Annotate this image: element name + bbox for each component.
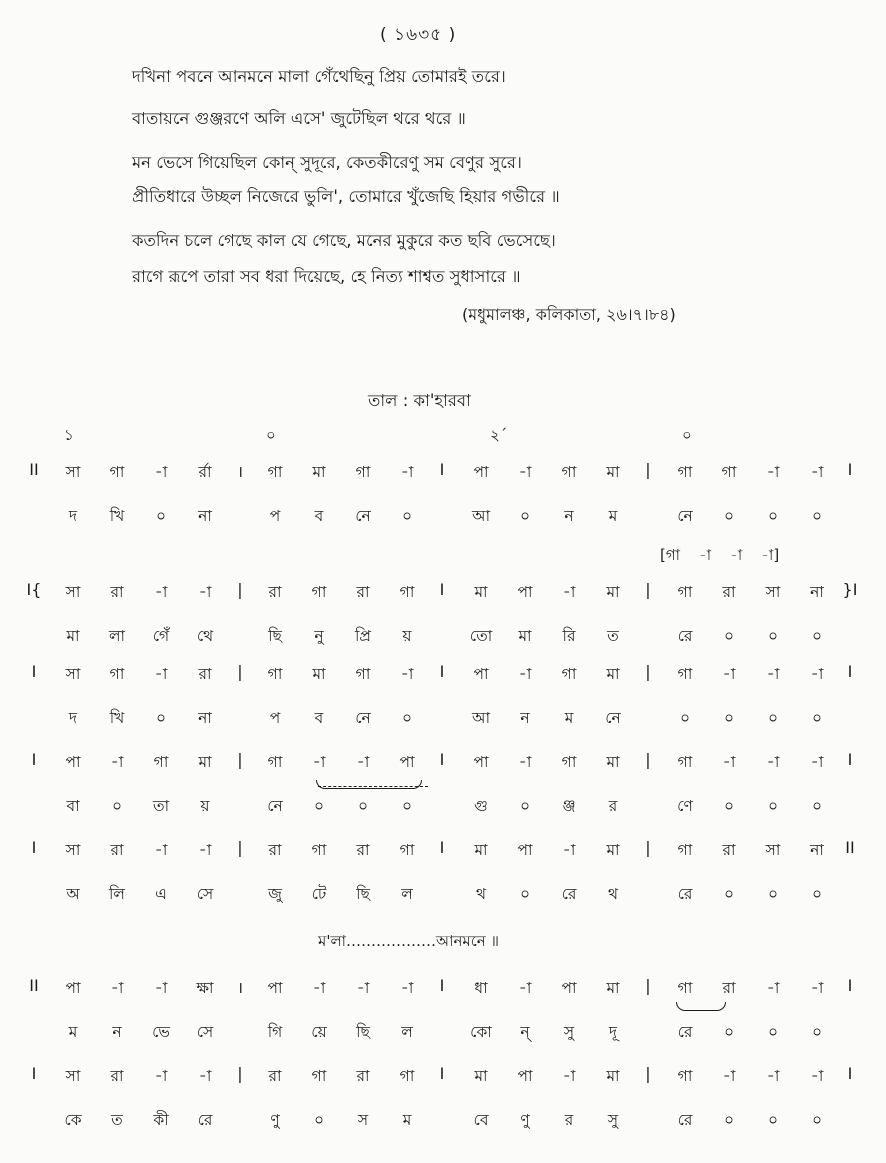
lyric-syllable: ঞ্জ xyxy=(562,797,576,815)
lyric-syllable: ছি xyxy=(356,885,370,903)
swara-note: -া xyxy=(518,463,532,481)
swara-note: মা xyxy=(474,841,488,859)
bar-line: I xyxy=(847,460,853,479)
lyric-syllable: ০ xyxy=(401,507,413,525)
swara-note: গা xyxy=(677,1067,693,1085)
bar-line: | xyxy=(237,580,243,599)
swara-note: গা xyxy=(267,665,283,683)
swara-note: -া xyxy=(154,463,168,481)
page-number: ( ১৬৩৫ ) xyxy=(380,25,457,45)
swara-note: গা xyxy=(677,979,693,997)
swara-note: -া xyxy=(766,463,780,481)
swara-note: -া xyxy=(154,1067,168,1085)
swara-note: -া xyxy=(518,979,532,997)
lyric-syllable: রে xyxy=(677,885,693,903)
lyric-syllable: ব xyxy=(314,507,324,525)
swara-note: রা xyxy=(356,583,370,601)
lyric-syllable: থ xyxy=(475,885,487,903)
swara-note: -া xyxy=(562,1067,576,1085)
lyric-syllable: আ xyxy=(471,709,491,727)
lyric-syllable: জু xyxy=(268,885,282,903)
swara-note: -া xyxy=(400,665,414,683)
lyric-syllable: তা xyxy=(152,797,170,815)
poem-line-5: কতদিন চলে গেছে কাল যে গেছে, মনের মুকুরে কত ছবি ভেসেছে। xyxy=(132,231,556,250)
lyric-syllable: বা xyxy=(66,797,80,815)
lyric-syllable: মা xyxy=(518,627,532,645)
swara-note: -া xyxy=(154,665,168,683)
bar-line: I xyxy=(847,750,853,769)
poem-line-3: মন ভেসে গিয়েছিল কোন্ সুদূরে, কেতকীরেণু সম বেণুর সুরে। xyxy=(132,153,522,172)
lyric-syllable: ০ xyxy=(519,797,531,815)
swara-note: রা xyxy=(110,1067,124,1085)
lyric-syllable: ০ xyxy=(679,709,691,727)
lyric-syllable: বে xyxy=(473,1111,489,1129)
lyric-syllable: ০ xyxy=(723,1023,735,1041)
lyric-syllable: প xyxy=(269,507,281,525)
lyric-syllable: ম xyxy=(564,709,574,727)
poem-line-2: বাতায়নে গুঞ্জরণে অলি এসে' জুটেছিল থরে থরে ॥ xyxy=(132,109,466,128)
bar-line: | xyxy=(237,662,243,681)
swara-note: রা xyxy=(356,841,370,859)
lyric-syllable: ০ xyxy=(767,627,779,645)
lyric-syllable: না xyxy=(198,507,212,525)
lyric-syllable: থ xyxy=(607,885,619,903)
lyric-syllable: য় xyxy=(200,797,210,815)
lyric-syllable: ০ xyxy=(723,885,735,903)
bar-line: । xyxy=(236,462,244,481)
slur-mark xyxy=(316,780,422,789)
swara-note: গা xyxy=(355,665,371,683)
swara-note: রা xyxy=(722,979,736,997)
swara-note: -া xyxy=(722,1067,736,1085)
lyric-syllable: নে xyxy=(267,797,283,815)
swara-note: গা xyxy=(355,463,371,481)
swara-note: রা xyxy=(356,1067,370,1085)
bar-line: }I xyxy=(842,580,858,599)
lyric-syllable: দূ xyxy=(608,1023,618,1041)
lyric-syllable: ব xyxy=(314,709,324,727)
bar-line: I xyxy=(31,662,37,681)
lyric-syllable: কো xyxy=(470,1023,492,1041)
swara-note: গা xyxy=(153,753,169,771)
swara-note: সা xyxy=(65,463,81,481)
swara-note: মা xyxy=(606,463,620,481)
swara-note: -া xyxy=(562,841,576,859)
swara-note: -া xyxy=(400,463,414,481)
lyric-syllable: ০ xyxy=(155,709,167,727)
beat-marker-1: ১ xyxy=(64,426,74,444)
swara-note: পা xyxy=(517,1067,533,1085)
swara-note: রা xyxy=(268,1067,282,1085)
swara-note: মা xyxy=(312,463,326,481)
lyric-syllable: সে xyxy=(196,1023,214,1041)
lyric-syllable: ০ xyxy=(811,709,823,727)
swara-note: পা xyxy=(399,753,415,771)
bar-line: I xyxy=(439,750,445,769)
bar-line: I xyxy=(31,1064,37,1083)
lyric-syllable: দ xyxy=(68,507,78,525)
lyric-syllable: য়ে xyxy=(311,1023,327,1041)
swara-note: গা xyxy=(267,463,283,481)
lyric-syllable: নে xyxy=(677,507,693,525)
bar-line: I xyxy=(847,976,853,995)
lyric-syllable: টে xyxy=(311,885,327,903)
bar-line: । xyxy=(236,978,244,997)
swara-note: মা xyxy=(606,1067,620,1085)
lyric-syllable: ণে xyxy=(677,797,693,815)
lyric-syllable: আ xyxy=(471,507,491,525)
swara-note: -া xyxy=(810,665,824,683)
swara-note: সা xyxy=(65,665,81,683)
swara-note: গা xyxy=(677,463,693,481)
lyric-syllable: থে xyxy=(196,627,214,645)
beat-marker-2: ০ xyxy=(266,426,276,444)
lyric-syllable: ০ xyxy=(723,627,735,645)
swara-note: সা xyxy=(765,583,781,601)
swara-note: পা xyxy=(517,583,533,601)
swara-note: গা xyxy=(399,841,415,859)
swara-note: -া xyxy=(766,979,780,997)
lyric-syllable: ন্ xyxy=(520,1023,530,1041)
lyric-syllable: মা xyxy=(66,627,80,645)
alternate-ending: [গা -া -া -া] xyxy=(660,546,780,564)
lyric-syllable: দ xyxy=(68,709,78,727)
bar-line: I xyxy=(439,662,445,681)
lyric-syllable: ০ xyxy=(811,627,823,645)
swara-note: পা xyxy=(473,753,489,771)
swara-note: না xyxy=(810,841,824,859)
swara-note: গা xyxy=(399,583,415,601)
swara-note: ধা xyxy=(474,979,488,997)
swara-note: গা xyxy=(721,463,737,481)
lyric-syllable: স xyxy=(357,1111,369,1129)
lyric-syllable: নে xyxy=(355,709,371,727)
bar-line: I xyxy=(847,662,853,681)
lyric-syllable: প xyxy=(269,709,281,727)
swara-note: পা xyxy=(473,665,489,683)
swara-note: গা xyxy=(677,753,693,771)
poem-line-6: রাগে রূপে তারা সব ধরা দিয়েছে, হে নিত্য শাশ্বত সুধাসারে ॥ xyxy=(132,267,521,286)
bar-line: I xyxy=(439,460,445,479)
swara-note: -া xyxy=(810,979,824,997)
swara-note: না xyxy=(810,583,824,601)
lyric-syllable: ণু xyxy=(270,1111,280,1129)
lyric-syllable: তো xyxy=(469,627,493,645)
poem-line-1: দখিনা পবনে আনমনে মালা গেঁথেছিনু প্রিয় তোমারই তরে। xyxy=(132,67,506,86)
swara-note: মা xyxy=(606,753,620,771)
bar-line: I xyxy=(439,1064,445,1083)
swara-note: -া xyxy=(312,979,326,997)
swara-note: মা xyxy=(606,841,620,859)
lyric-syllable: সু xyxy=(607,1111,619,1129)
lyric-syllable: ছি xyxy=(268,627,282,645)
lyric-syllable: ০ xyxy=(155,507,167,525)
lyric-syllable: কে xyxy=(64,1111,82,1129)
lyric-syllable: য় xyxy=(402,627,412,645)
lyric-syllable: ০ xyxy=(767,507,779,525)
lyric-syllable: ভে xyxy=(152,1023,170,1041)
bar-line: | xyxy=(645,976,651,995)
swara-note: পা xyxy=(65,979,81,997)
swara-note: পা xyxy=(517,841,533,859)
lyric-syllable: ০ xyxy=(313,797,325,815)
lyric-syllable: ছি xyxy=(356,1023,370,1041)
swara-note: রা xyxy=(110,841,124,859)
swara-note: -া xyxy=(766,1067,780,1085)
slur-mark xyxy=(676,1002,726,1011)
lyric-syllable: ০ xyxy=(811,1023,823,1041)
lyric-syllable: ০ xyxy=(767,1111,779,1129)
bar-line: I{ xyxy=(26,580,42,599)
swara-note: পা xyxy=(267,979,283,997)
swara-note: -া xyxy=(312,753,326,771)
swara-note: গা xyxy=(311,841,327,859)
bar-line: | xyxy=(237,1064,243,1083)
swara-note: -া xyxy=(154,583,168,601)
lyric-syllable: ০ xyxy=(723,709,735,727)
bar-line: | xyxy=(645,662,651,681)
lyric-syllable: ম xyxy=(608,507,618,525)
lyric-syllable: ০ xyxy=(767,1023,779,1041)
bar-line: II xyxy=(29,976,39,995)
lyric-syllable: র xyxy=(564,1111,574,1129)
lyric-syllable: ন xyxy=(564,507,574,525)
lyric-syllable: গেঁ xyxy=(152,627,170,645)
beat-marker-4: ০ xyxy=(682,426,692,444)
lyric-syllable: লা xyxy=(108,627,126,645)
lyric-syllable: ন xyxy=(112,1023,122,1041)
refrain-cue: ম'লা………………আনমনে ॥ xyxy=(318,932,499,950)
swara-note: -া xyxy=(356,753,370,771)
swara-note: -া xyxy=(400,979,414,997)
swara-note: মা xyxy=(474,583,488,601)
swara-note: -া xyxy=(722,665,736,683)
lyric-syllable: গি xyxy=(267,1023,283,1041)
lyric-syllable: ০ xyxy=(811,1111,823,1129)
bar-line: I xyxy=(847,1064,853,1083)
lyric-syllable: র xyxy=(608,797,618,815)
taal-heading: তাল : কা'হারবা xyxy=(368,391,471,410)
swara-note: রা xyxy=(722,841,736,859)
swara-note: রা xyxy=(198,665,212,683)
lyric-syllable: ০ xyxy=(111,797,123,815)
swara-note: -া xyxy=(518,753,532,771)
bar-line: | xyxy=(237,838,243,857)
lyric-syllable: রি xyxy=(562,627,576,645)
bar-line: I xyxy=(439,580,445,599)
lyric-syllable: রে xyxy=(197,1111,213,1129)
lyric-syllable: নে xyxy=(605,709,621,727)
swara-note: -া xyxy=(810,753,824,771)
swara-note: গা xyxy=(311,583,327,601)
lyric-syllable: ০ xyxy=(811,885,823,903)
bar-line: | xyxy=(645,838,651,857)
lyric-syllable: ০ xyxy=(767,797,779,815)
lyric-syllable: ল xyxy=(401,1023,413,1041)
poem-line-4: প্রীতিধারে উচ্ছল নিজেরে ভুলি', তোমারে খুঁজেছি হিয়ার গভীরে ॥ xyxy=(132,187,560,206)
lyric-syllable: খি xyxy=(109,709,125,727)
lyric-syllable: ০ xyxy=(313,1111,325,1129)
lyric-syllable: ত xyxy=(111,1111,123,1129)
lyric-syllable: সু xyxy=(563,1023,575,1041)
swara-note: মা xyxy=(198,753,212,771)
lyric-syllable: লি xyxy=(109,885,125,903)
lyric-syllable: ০ xyxy=(723,1111,735,1129)
lyric-syllable: ০ xyxy=(519,507,531,525)
bar-line: I xyxy=(439,976,445,995)
lyric-syllable: ন xyxy=(520,709,530,727)
swara-note: -া xyxy=(766,753,780,771)
lyric-syllable: ০ xyxy=(767,709,779,727)
bar-line: II xyxy=(845,838,855,857)
swara-note: মা xyxy=(606,583,620,601)
bar-line: | xyxy=(645,1064,651,1083)
swara-note: রা xyxy=(110,583,124,601)
bar-line: | xyxy=(645,750,651,769)
swara-note: গা xyxy=(109,665,125,683)
lyric-syllable: ০ xyxy=(401,709,413,727)
lyric-syllable: কী xyxy=(153,1111,169,1129)
swara-note: -া xyxy=(154,979,168,997)
swara-note: গা xyxy=(561,753,577,771)
lyric-syllable: ০ xyxy=(811,797,823,815)
lyric-syllable: ০ xyxy=(519,885,531,903)
lyric-syllable: ল xyxy=(401,885,413,903)
swara-note: গা xyxy=(561,463,577,481)
swara-note: গা xyxy=(677,841,693,859)
bar-line: | xyxy=(237,750,243,769)
swara-note: -া xyxy=(562,583,576,601)
beat-marker-3: ২´ xyxy=(490,426,508,444)
swara-note: গা xyxy=(399,1067,415,1085)
swara-note: গা xyxy=(109,463,125,481)
lyric-syllable: ম xyxy=(402,1111,412,1129)
swara-note: র্রা xyxy=(198,463,212,481)
lyric-syllable: রে xyxy=(561,885,577,903)
swara-note: সা xyxy=(65,841,81,859)
bar-line: | xyxy=(645,580,651,599)
swara-note: গা xyxy=(561,665,577,683)
swara-note: সা xyxy=(765,841,781,859)
bar-line: I xyxy=(31,750,37,769)
swara-note: পা xyxy=(65,753,81,771)
swara-note: -া xyxy=(766,665,780,683)
swara-note: -া xyxy=(198,841,212,859)
swara-note: পা xyxy=(561,979,577,997)
lyric-syllable: না xyxy=(198,709,212,727)
swara-note: -া xyxy=(198,583,212,601)
lyric-syllable: এ xyxy=(155,885,167,903)
lyric-syllable: ০ xyxy=(357,797,369,815)
bar-line: I xyxy=(439,838,445,857)
lyric-syllable: ০ xyxy=(723,797,735,815)
lyric-syllable: রে xyxy=(677,627,693,645)
swara-note: ক্ষা xyxy=(196,979,214,997)
swara-note: গা xyxy=(311,1067,327,1085)
bar-line: | xyxy=(645,460,651,479)
swara-note: -া xyxy=(110,979,124,997)
swara-note: -া xyxy=(810,1067,824,1085)
lyric-syllable: ণু xyxy=(520,1111,530,1129)
swara-note: -া xyxy=(518,665,532,683)
swara-note: মা xyxy=(606,979,620,997)
lyric-syllable: গু xyxy=(474,797,488,815)
lyric-syllable: ত xyxy=(607,627,619,645)
swara-note: রা xyxy=(268,583,282,601)
swara-note: -া xyxy=(722,753,736,771)
lyric-syllable: ০ xyxy=(723,507,735,525)
swara-note: মা xyxy=(474,1067,488,1085)
lyric-syllable: ম xyxy=(68,1023,78,1041)
swara-note: রা xyxy=(268,841,282,859)
swara-note: গা xyxy=(677,665,693,683)
swara-note: সা xyxy=(65,1067,81,1085)
swara-note: মা xyxy=(312,665,326,683)
swara-note: মা xyxy=(606,665,620,683)
bar-line: I xyxy=(31,838,37,857)
lyric-syllable: ০ xyxy=(811,507,823,525)
lyric-syllable: প্রি xyxy=(354,627,371,645)
swara-note: -া xyxy=(810,463,824,481)
swara-note: পা xyxy=(473,463,489,481)
lyric-syllable: ০ xyxy=(767,885,779,903)
swara-note: -া xyxy=(356,979,370,997)
lyric-syllable: অ xyxy=(66,885,80,903)
lyric-syllable: রে xyxy=(677,1111,693,1129)
swara-note: গা xyxy=(267,753,283,771)
swara-note: সা xyxy=(65,583,81,601)
swara-note: -া xyxy=(154,841,168,859)
lyric-syllable: খি xyxy=(109,507,125,525)
swara-note: রা xyxy=(722,583,736,601)
lyric-syllable: নু xyxy=(314,627,324,645)
lyric-syllable: সে xyxy=(196,885,214,903)
bar-line: II xyxy=(29,460,39,479)
swara-note: গা xyxy=(677,583,693,601)
swara-note: -া xyxy=(198,1067,212,1085)
lyric-syllable: নে xyxy=(355,507,371,525)
lyric-syllable: ০ xyxy=(401,797,413,815)
lyric-syllable: রে xyxy=(677,1023,693,1041)
swara-note: -া xyxy=(110,753,124,771)
source-credit: (মধুমালঞ্চ, কলিকাতা, ২৬।৭।৮৪) xyxy=(462,305,676,324)
